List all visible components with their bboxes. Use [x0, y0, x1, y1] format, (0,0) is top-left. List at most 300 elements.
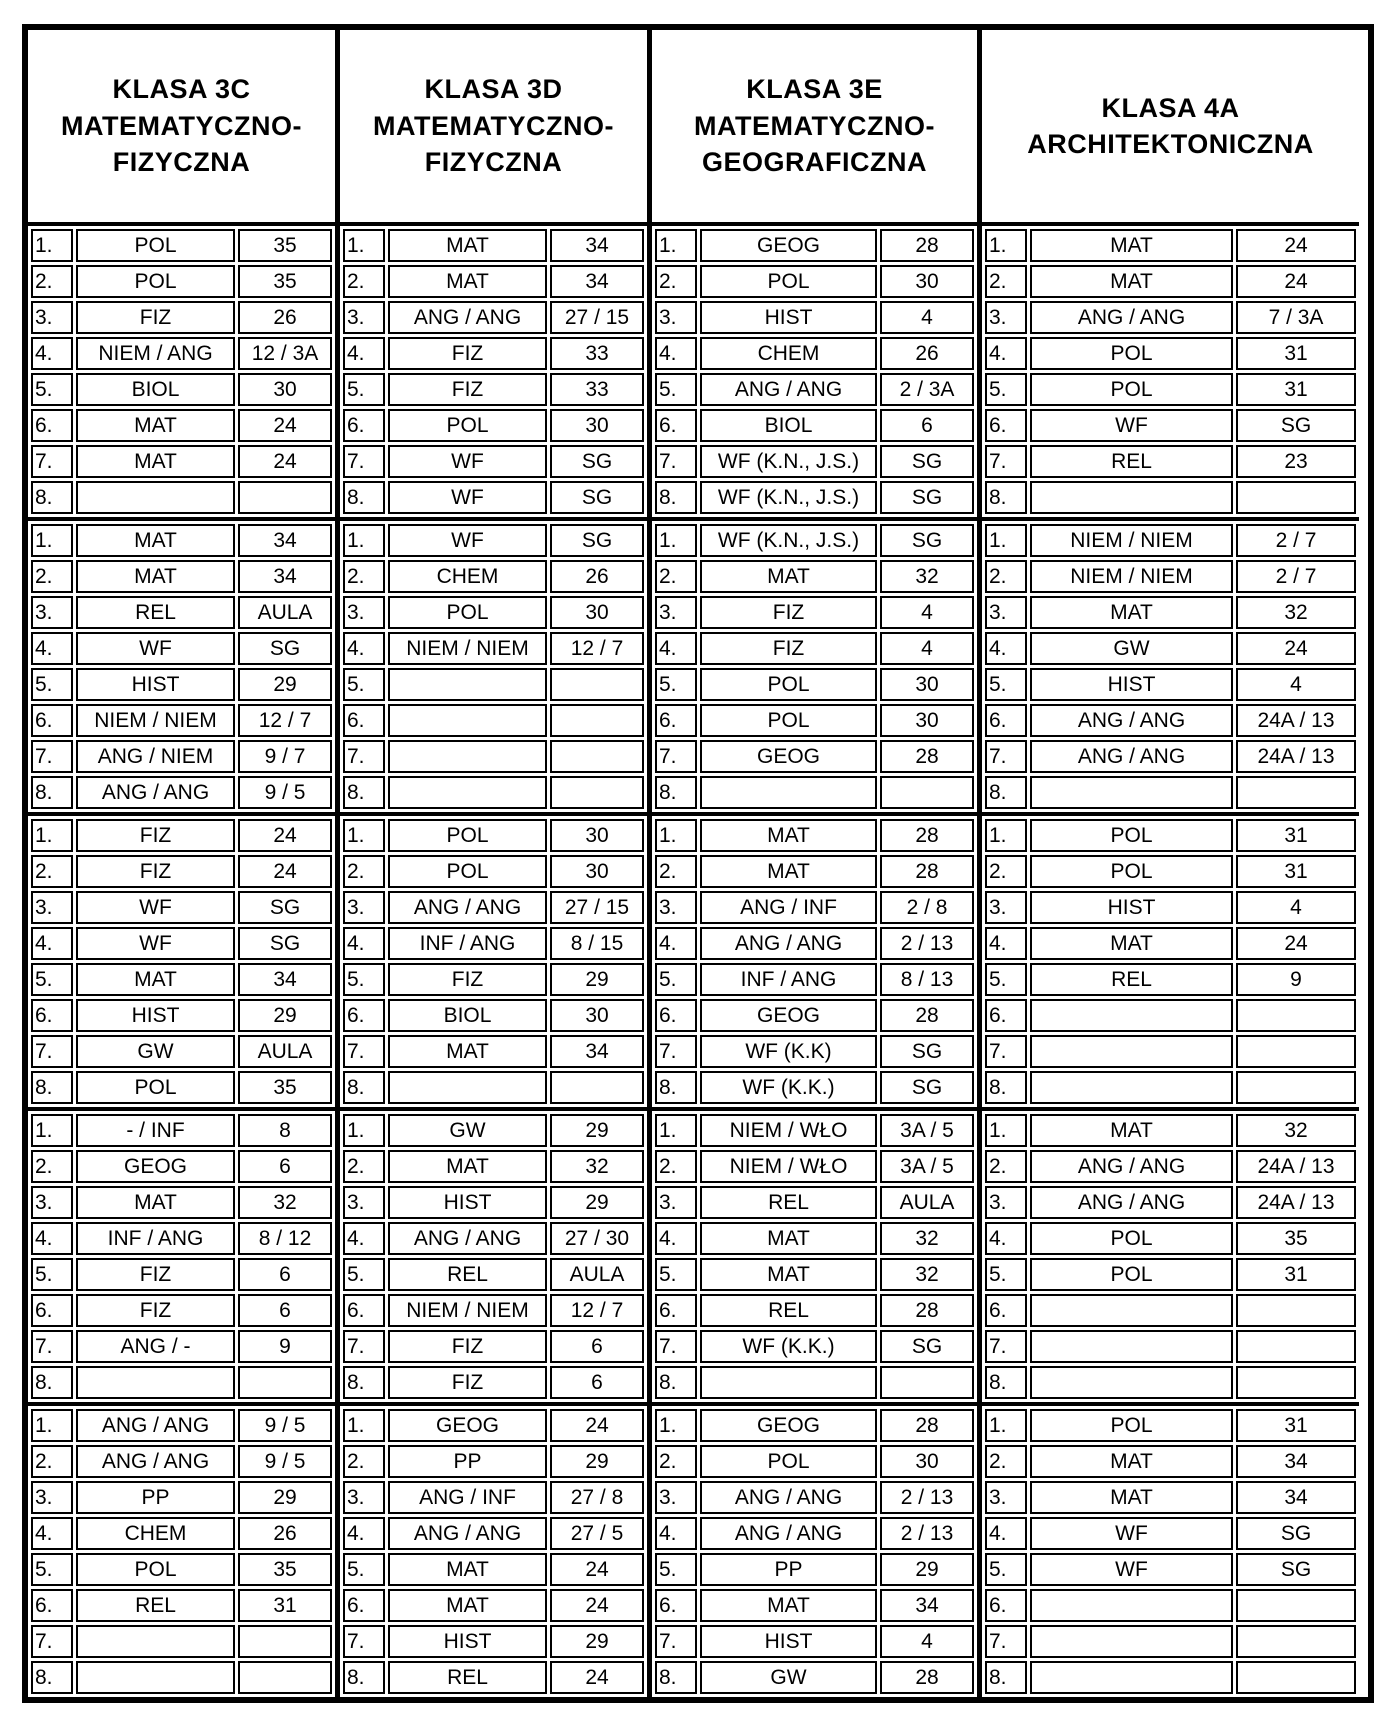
lesson-number: 5.	[655, 668, 697, 701]
lesson-row	[655, 1661, 974, 1694]
lesson-number: 4.	[655, 1222, 697, 1255]
subject-cell: BIOL	[388, 999, 547, 1032]
lesson-number: 7.	[655, 1330, 697, 1363]
lessons-table	[982, 1406, 1359, 1697]
room-cell	[550, 740, 644, 773]
lesson-row	[655, 1625, 974, 1658]
room-cell: 7 / 3A	[1236, 301, 1356, 334]
lesson-row	[31, 704, 332, 737]
day-block-3e-3	[652, 816, 977, 1111]
subject-cell	[1030, 1589, 1233, 1622]
subject-cell: WF (K.N., J.S.)	[700, 445, 877, 478]
lessons-table	[28, 1406, 335, 1697]
lesson-number: 1.	[985, 819, 1027, 852]
lessons-table	[340, 1111, 647, 1402]
room-cell: 9	[238, 1330, 332, 1363]
room-cell: 34	[238, 560, 332, 593]
class-title-line: MATEMATYCZNO-	[694, 110, 935, 141]
subject-cell: ANG / INF	[700, 891, 877, 924]
lesson-number: 2.	[343, 560, 385, 593]
room-cell: 12 / 7	[550, 1294, 644, 1327]
room-cell: 30	[880, 1445, 974, 1478]
lesson-number: 1.	[655, 524, 697, 557]
room-cell: 34	[550, 265, 644, 298]
lesson-number: 4.	[985, 1517, 1027, 1550]
room-cell: 2 / 13	[880, 1481, 974, 1514]
lesson-row	[985, 891, 1356, 924]
room-cell: 24A / 13	[1236, 740, 1356, 773]
room-cell: 24A / 13	[1236, 1150, 1356, 1183]
room-cell: SG	[238, 891, 332, 924]
room-cell: 34	[550, 229, 644, 262]
lesson-row	[343, 1114, 644, 1147]
lesson-row	[985, 855, 1356, 888]
lessons-table	[982, 521, 1359, 812]
lesson-row	[31, 445, 332, 478]
lesson-number: 5.	[985, 963, 1027, 996]
lesson-number: 3.	[655, 596, 697, 629]
lesson-number: 8.	[343, 1366, 385, 1399]
subject-cell: HIST	[1030, 668, 1233, 701]
lesson-number: 8.	[655, 1071, 697, 1104]
lesson-number: 8.	[31, 1071, 73, 1104]
lesson-row	[655, 999, 974, 1032]
subject-cell: ANG / -	[76, 1330, 235, 1363]
subject-cell: MAT	[1030, 265, 1233, 298]
room-cell: 3A / 5	[880, 1114, 974, 1147]
subject-cell: POL	[700, 668, 877, 701]
room-cell	[238, 1625, 332, 1658]
subject-cell	[76, 1366, 235, 1399]
subject-cell	[388, 776, 547, 809]
subject-cell: NIEM / NIEM	[388, 1294, 547, 1327]
lesson-number: 4.	[31, 927, 73, 960]
lesson-row	[31, 1035, 332, 1068]
lesson-row	[985, 927, 1356, 960]
subject-cell: PP	[388, 1445, 547, 1478]
subject-cell: ANG / ANG	[76, 1409, 235, 1442]
lesson-row	[31, 1294, 332, 1327]
lesson-row	[655, 337, 974, 370]
lesson-number: 4.	[343, 337, 385, 370]
day-block-3d-3	[340, 816, 647, 1111]
lesson-row	[985, 1258, 1356, 1291]
lesson-number: 4.	[655, 632, 697, 665]
subject-cell: REL	[388, 1661, 547, 1694]
lesson-number: 7.	[31, 1035, 73, 1068]
subject-cell	[1030, 1366, 1233, 1399]
room-cell: 31	[1236, 1409, 1356, 1442]
lesson-number: 7.	[343, 1330, 385, 1363]
subject-cell: GEOG	[700, 740, 877, 773]
subject-cell	[700, 776, 877, 809]
room-cell: 31	[1236, 373, 1356, 406]
subject-cell: MAT	[76, 524, 235, 557]
subject-cell: WF	[388, 445, 547, 478]
lesson-row	[343, 1409, 644, 1442]
subject-cell	[700, 1366, 877, 1399]
room-cell: 30	[238, 373, 332, 406]
subject-cell: FIZ	[700, 596, 877, 629]
lessons-table	[652, 816, 977, 1107]
room-cell: 30	[880, 668, 974, 701]
subject-cell: GW	[1030, 632, 1233, 665]
lesson-number: 4.	[343, 632, 385, 665]
subject-cell: ANG / ANG	[700, 1481, 877, 1514]
subject-cell: ANG / ANG	[388, 1222, 547, 1255]
room-cell: 9 / 5	[238, 1445, 332, 1478]
subject-cell: GW	[76, 1035, 235, 1068]
lesson-number: 1.	[343, 819, 385, 852]
room-cell: SG	[550, 445, 644, 478]
subject-cell: CHEM	[76, 1517, 235, 1550]
lesson-number: 6.	[343, 1589, 385, 1622]
lesson-row	[343, 1553, 644, 1586]
lesson-row	[985, 301, 1356, 334]
subject-cell: ANG / ANG	[1030, 1150, 1233, 1183]
lesson-number: 8.	[655, 1661, 697, 1694]
subject-cell: POL	[700, 265, 877, 298]
lesson-number: 2.	[31, 265, 73, 298]
subject-cell: GW	[388, 1114, 547, 1147]
lesson-number: 7.	[343, 740, 385, 773]
room-cell: 31	[1236, 1258, 1356, 1291]
lesson-number: 5.	[655, 963, 697, 996]
subject-cell: WF	[388, 481, 547, 514]
room-cell: 26	[880, 337, 974, 370]
lesson-row	[343, 229, 644, 262]
subject-cell: MAT	[1030, 596, 1233, 629]
lesson-row	[343, 999, 644, 1032]
lesson-number: 3.	[985, 1186, 1027, 1219]
lesson-number: 8.	[343, 1071, 385, 1104]
room-cell: 24A / 13	[1236, 704, 1356, 737]
lesson-number: 2.	[655, 1150, 697, 1183]
subject-cell: BIOL	[76, 373, 235, 406]
lesson-row	[655, 524, 974, 557]
lesson-number: 8.	[31, 1661, 73, 1694]
room-cell: 9 / 7	[238, 740, 332, 773]
subject-cell: GEOG	[700, 229, 877, 262]
day-block-4a-1	[982, 226, 1359, 521]
lessons-table	[28, 816, 335, 1107]
lesson-row	[655, 1589, 974, 1622]
lesson-number: 1.	[31, 1409, 73, 1442]
room-cell: 35	[238, 1553, 332, 1586]
room-cell: 31	[1236, 337, 1356, 370]
lesson-row	[31, 999, 332, 1032]
day-block-3c-2	[28, 521, 335, 816]
lesson-number: 6.	[985, 409, 1027, 442]
subject-cell: POL	[388, 819, 547, 852]
room-cell: 26	[238, 301, 332, 334]
day-block-3c-5	[28, 1406, 335, 1697]
class-column-3c	[28, 30, 340, 1697]
lesson-row	[985, 1222, 1356, 1255]
room-cell: 28	[880, 1409, 974, 1442]
subject-cell: POL	[388, 596, 547, 629]
lesson-number: 8.	[31, 1366, 73, 1399]
room-cell: 24	[238, 445, 332, 478]
room-cell: 6	[238, 1294, 332, 1327]
room-cell: AULA	[238, 1035, 332, 1068]
lesson-row	[985, 1071, 1356, 1104]
lesson-number: 4.	[31, 632, 73, 665]
subject-cell: CHEM	[700, 337, 877, 370]
subject-cell: MAT	[76, 1186, 235, 1219]
lessons-table	[28, 226, 335, 517]
room-cell: 27 / 30	[550, 1222, 644, 1255]
lesson-number: 3.	[985, 1481, 1027, 1514]
lesson-number: 5.	[655, 1553, 697, 1586]
room-cell	[1236, 1071, 1356, 1104]
lesson-row	[343, 1366, 644, 1399]
room-cell: 6	[550, 1330, 644, 1363]
room-cell	[1236, 1589, 1356, 1622]
lesson-number: 3.	[343, 1481, 385, 1514]
room-cell: 2 / 7	[1236, 524, 1356, 557]
room-cell: 32	[880, 560, 974, 593]
room-cell: SG	[880, 1035, 974, 1068]
lesson-row	[655, 1409, 974, 1442]
room-cell: 29	[550, 1186, 644, 1219]
class-title-line: MATEMATYCZNO-	[373, 110, 614, 141]
subject-cell: MAT	[388, 1553, 547, 1586]
lesson-number: 1.	[343, 524, 385, 557]
class-column-3d	[340, 30, 652, 1697]
subject-cell: MAT	[700, 1589, 877, 1622]
lesson-row	[31, 265, 332, 298]
room-cell: 6	[238, 1258, 332, 1291]
lesson-row	[655, 373, 974, 406]
lesson-row	[343, 1258, 644, 1291]
subject-cell: HIST	[76, 999, 235, 1032]
room-cell: 35	[238, 265, 332, 298]
subject-cell: MAT	[700, 1258, 877, 1291]
subject-cell: REL	[1030, 445, 1233, 478]
class-title-line: FIZYCZNA	[112, 147, 251, 178]
lesson-row	[343, 927, 644, 960]
subject-cell: ANG / ANG	[700, 1517, 877, 1550]
room-cell	[238, 1661, 332, 1694]
lesson-row	[31, 963, 332, 996]
lesson-row	[31, 1517, 332, 1550]
lesson-number: 8.	[655, 481, 697, 514]
lesson-row	[343, 1150, 644, 1183]
room-cell	[550, 776, 644, 809]
lesson-row	[31, 740, 332, 773]
lesson-number: 2.	[31, 1150, 73, 1183]
subject-cell: FIZ	[76, 1294, 235, 1327]
subject-cell: NIEM / NIEM	[1030, 560, 1233, 593]
lessons-table	[28, 521, 335, 812]
subject-cell: FIZ	[76, 301, 235, 334]
lessons-table	[652, 226, 977, 517]
room-cell: 32	[880, 1222, 974, 1255]
subject-cell: MAT	[1030, 229, 1233, 262]
room-cell: 12 / 7	[550, 632, 644, 665]
lesson-row	[985, 1661, 1356, 1694]
lesson-row	[655, 445, 974, 478]
room-cell: 28	[880, 819, 974, 852]
lesson-row	[31, 776, 332, 809]
subject-cell: - / INF	[76, 1114, 235, 1147]
lesson-number: 8.	[985, 1661, 1027, 1694]
lesson-row	[343, 1186, 644, 1219]
subject-cell: CHEM	[388, 560, 547, 593]
subject-cell: WF	[388, 524, 547, 557]
lesson-number: 6.	[31, 1294, 73, 1327]
room-cell	[880, 776, 974, 809]
subject-cell: MAT	[388, 265, 547, 298]
subject-cell: WF (K.K.)	[700, 1071, 877, 1104]
lesson-row	[655, 229, 974, 262]
lesson-number: 3.	[31, 301, 73, 334]
room-cell: 28	[880, 999, 974, 1032]
lesson-row	[985, 560, 1356, 593]
lesson-row	[31, 1553, 332, 1586]
subject-cell: HIST	[1030, 891, 1233, 924]
room-cell: SG	[880, 1330, 974, 1363]
lesson-row	[655, 891, 974, 924]
subject-cell: ANG / ANG	[1030, 704, 1233, 737]
subject-cell: MAT	[700, 855, 877, 888]
subject-cell: WF	[76, 927, 235, 960]
lesson-number: 2.	[343, 855, 385, 888]
lesson-row	[655, 963, 974, 996]
lesson-row	[655, 740, 974, 773]
lesson-row	[31, 409, 332, 442]
room-cell: 29	[550, 1445, 644, 1478]
subject-cell	[76, 1661, 235, 1694]
lesson-number: 6.	[343, 1294, 385, 1327]
lesson-row	[343, 1330, 644, 1363]
room-cell: 27 / 15	[550, 301, 644, 334]
lesson-number: 7.	[343, 1625, 385, 1658]
subject-cell: NIEM / NIEM	[1030, 524, 1233, 557]
lesson-row	[655, 1114, 974, 1147]
room-cell: 23	[1236, 445, 1356, 478]
subject-cell: MAT	[1030, 1114, 1233, 1147]
lesson-number: 7.	[31, 1330, 73, 1363]
day-block-4a-5	[982, 1406, 1359, 1697]
lesson-row	[985, 1035, 1356, 1068]
subject-cell: MAT	[1030, 927, 1233, 960]
class-title-line: KLASA 3C	[112, 74, 251, 105]
lesson-number: 3.	[655, 891, 697, 924]
subject-cell: GW	[700, 1661, 877, 1694]
lesson-row	[985, 1150, 1356, 1183]
lesson-row	[655, 1553, 974, 1586]
lesson-row	[343, 891, 644, 924]
lesson-number: 2.	[655, 560, 697, 593]
lesson-number: 7.	[655, 1625, 697, 1658]
room-cell: 30	[880, 265, 974, 298]
room-cell: 29	[238, 1481, 332, 1514]
subject-cell	[1030, 1294, 1233, 1327]
lessons-table	[982, 816, 1359, 1107]
day-block-3e-1	[652, 226, 977, 521]
subject-cell: WF	[1030, 1553, 1233, 1586]
subject-cell: NIEM / ANG	[76, 337, 235, 370]
room-cell	[238, 481, 332, 514]
subject-cell: HIST	[388, 1186, 547, 1219]
lesson-number: 2.	[31, 560, 73, 593]
room-cell: 30	[880, 704, 974, 737]
lesson-row	[985, 1330, 1356, 1363]
lesson-number: 5.	[31, 373, 73, 406]
lesson-row	[985, 409, 1356, 442]
lesson-row	[31, 560, 332, 593]
lesson-row	[31, 1222, 332, 1255]
room-cell: SG	[1236, 409, 1356, 442]
room-cell: SG	[550, 481, 644, 514]
subject-cell: WF	[76, 632, 235, 665]
class-column-4a	[982, 30, 1359, 1697]
lesson-row	[343, 524, 644, 557]
lesson-number: 7.	[31, 445, 73, 478]
room-cell: 29	[550, 963, 644, 996]
room-cell: 26	[550, 560, 644, 593]
room-cell: 24	[1236, 229, 1356, 262]
lesson-row	[343, 1445, 644, 1478]
lesson-number: 3.	[31, 1186, 73, 1219]
lesson-number: 8.	[985, 481, 1027, 514]
lesson-number: 3.	[985, 891, 1027, 924]
room-cell: 2 / 13	[880, 1517, 974, 1550]
lesson-number: 2.	[985, 855, 1027, 888]
subject-cell: INF / ANG	[700, 963, 877, 996]
subject-cell: HIST	[700, 301, 877, 334]
room-cell: 4	[880, 632, 974, 665]
class-title-line: FIZYCZNA	[424, 147, 563, 178]
lesson-row	[343, 668, 644, 701]
room-cell: 32	[880, 1258, 974, 1291]
lesson-number: 7.	[655, 740, 697, 773]
subject-cell	[388, 704, 547, 737]
room-cell: 27 / 5	[550, 1517, 644, 1550]
subject-cell: POL	[76, 229, 235, 262]
lesson-number: 3.	[31, 891, 73, 924]
subject-cell	[1030, 1330, 1233, 1363]
room-cell: 28	[880, 855, 974, 888]
lesson-number: 2.	[985, 560, 1027, 593]
subject-cell: PP	[700, 1553, 877, 1586]
day-block-3e-2	[652, 521, 977, 816]
subject-cell: REL	[76, 596, 235, 629]
lesson-row	[655, 927, 974, 960]
timetable	[22, 24, 1374, 1703]
room-cell	[1236, 1330, 1356, 1363]
room-cell: 28	[880, 229, 974, 262]
lesson-row	[985, 1589, 1356, 1622]
subject-cell: INF / ANG	[76, 1222, 235, 1255]
subject-cell: POL	[76, 265, 235, 298]
lesson-row	[985, 1553, 1356, 1586]
room-cell: 2 / 13	[880, 927, 974, 960]
room-cell: 30	[550, 999, 644, 1032]
subject-cell: HIST	[388, 1625, 547, 1658]
lessons-table	[982, 226, 1359, 517]
lesson-number: 7.	[31, 1625, 73, 1658]
room-cell: 8 / 15	[550, 927, 644, 960]
subject-cell	[1030, 1625, 1233, 1658]
subject-cell	[388, 668, 547, 701]
subject-cell	[1030, 1661, 1233, 1694]
day-block-3c-3	[28, 816, 335, 1111]
class-title-line: ARCHITEKTONICZNA	[1027, 129, 1314, 159]
lesson-row	[343, 1222, 644, 1255]
